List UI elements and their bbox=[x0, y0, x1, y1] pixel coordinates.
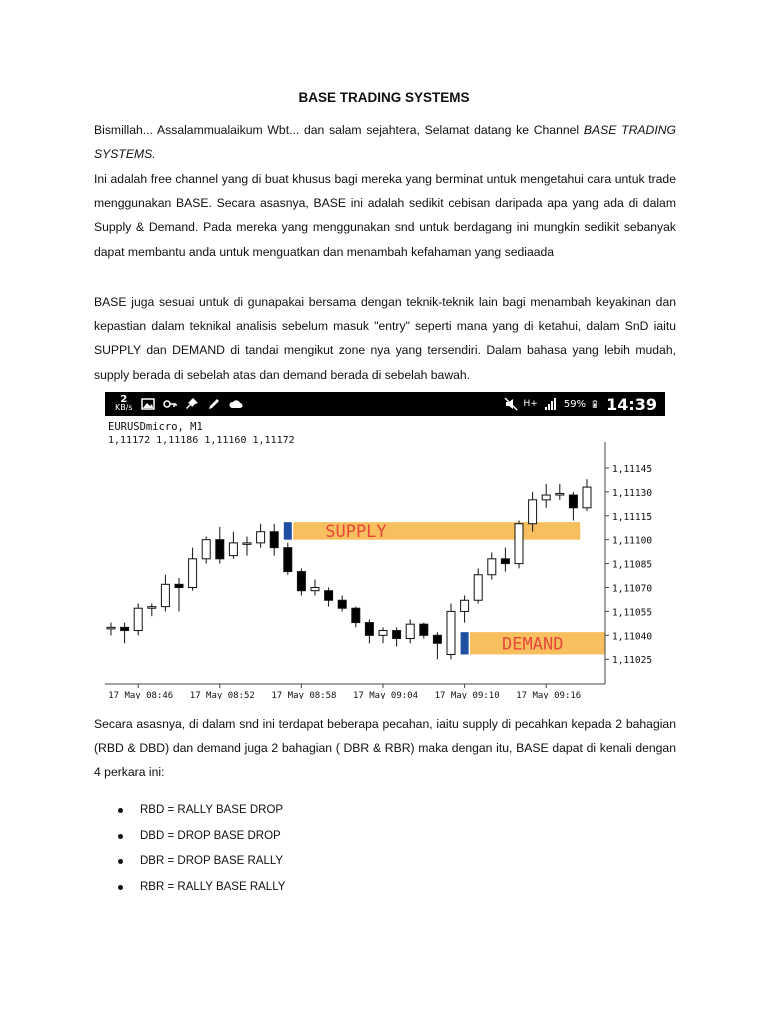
zone-base-candle bbox=[284, 522, 292, 540]
bullet-dot bbox=[118, 808, 123, 813]
candle bbox=[406, 619, 414, 643]
candle bbox=[501, 548, 509, 572]
candle bbox=[515, 521, 523, 569]
candle bbox=[243, 536, 251, 555]
y-tick-label: 1,11055 bbox=[612, 607, 653, 619]
candle bbox=[338, 595, 346, 611]
list-item-text: RBD = RALLY BASE DROP bbox=[140, 804, 284, 816]
candle-body-bull bbox=[379, 631, 387, 636]
candle bbox=[556, 484, 564, 500]
candle-body-bull bbox=[488, 559, 496, 575]
base-types-list bbox=[94, 798, 594, 900]
candle bbox=[134, 603, 142, 635]
pencil-icon bbox=[207, 397, 221, 411]
network-speed-value: 2 bbox=[120, 394, 128, 405]
candle bbox=[148, 603, 156, 616]
candle-body-bull bbox=[311, 588, 319, 591]
candle bbox=[365, 619, 373, 643]
candle bbox=[542, 484, 550, 508]
y-tick-label: 1,11115 bbox=[612, 511, 653, 523]
paragraph-greeting bbox=[94, 118, 676, 166]
pin-icon bbox=[185, 397, 199, 411]
candle bbox=[229, 532, 237, 559]
candle-body-bear bbox=[501, 559, 509, 564]
candle bbox=[216, 527, 224, 564]
candle bbox=[583, 479, 591, 511]
candle-body-bull bbox=[202, 540, 210, 559]
candle bbox=[474, 568, 482, 603]
zone-label-supply: SUPPLY bbox=[325, 521, 387, 542]
candle bbox=[379, 627, 387, 643]
list-item-text: DBD = DROP BASE DROP bbox=[140, 829, 281, 842]
candle-body-bull bbox=[474, 575, 482, 601]
candle-body-bull bbox=[134, 608, 142, 630]
candle bbox=[569, 492, 577, 521]
candle-body-bull bbox=[447, 611, 455, 654]
paragraph-base-usage: BASE juga sesuai untuk di gunapakai bersama dengan teknik-teknik lain bagi menambah keyakinan dan kepastian dalam teknikal analisis sebelum masuk "entry" seperti mana yang di ketahui, dalam SnD iaitu SUPPLY dan DEMAND di tandai mengikut zone nya yang tersendiri. Dalam bahasa yang lebih mudah, supply berada di sebelah atas dan demand berada di sebelah bawah. bbox=[94, 295, 676, 382]
x-tick-label: 17 May 09:10 bbox=[434, 691, 500, 699]
chart-screenshot bbox=[105, 392, 665, 699]
candle-body-bull bbox=[529, 500, 537, 524]
candle bbox=[121, 623, 129, 644]
candle-body-bull bbox=[406, 624, 414, 638]
candle bbox=[161, 575, 169, 612]
candle bbox=[325, 588, 333, 607]
y-tick-label: 1,11025 bbox=[612, 655, 653, 667]
battery-percent: 59% bbox=[563, 398, 587, 410]
bullet-dot bbox=[118, 885, 123, 890]
candle bbox=[447, 603, 455, 659]
candlestick-chart bbox=[105, 416, 665, 699]
candle-body-bull bbox=[556, 493, 564, 495]
x-tick-label: 17 May 08:52 bbox=[189, 691, 255, 699]
candle bbox=[352, 607, 360, 628]
candle bbox=[461, 595, 469, 622]
candle bbox=[393, 627, 401, 646]
candle-body-bull bbox=[515, 524, 523, 564]
zone-label-demand: DEMAND bbox=[502, 634, 564, 655]
candle bbox=[175, 578, 183, 611]
chart-symbol: EURUSDmicro, M1 bbox=[108, 421, 203, 433]
candle-body-bear bbox=[284, 548, 292, 572]
list-item-text: DBR = DROP BASE RALLY bbox=[140, 855, 284, 867]
candle-body-bear bbox=[325, 591, 333, 601]
list-item bbox=[94, 849, 594, 875]
network-type: H+ bbox=[523, 399, 538, 409]
candle-body-bull bbox=[229, 543, 237, 556]
x-tick-label: 17 May 08:58 bbox=[271, 691, 337, 699]
y-tick-label: 1,11130 bbox=[612, 487, 653, 499]
candle bbox=[189, 548, 197, 591]
candle-body-bull bbox=[461, 600, 469, 611]
zone-base-candle bbox=[461, 632, 469, 654]
candle-body-bear bbox=[175, 584, 183, 587]
y-tick-label: 1,11040 bbox=[612, 631, 653, 643]
candle-body-bull bbox=[542, 495, 550, 500]
candle bbox=[257, 524, 265, 548]
key-icon bbox=[163, 397, 177, 411]
candle bbox=[420, 623, 428, 639]
cloud-icon bbox=[229, 397, 243, 411]
candle-body-bull bbox=[243, 543, 251, 545]
network-speed bbox=[115, 396, 133, 412]
candle-body-bull bbox=[257, 532, 265, 543]
y-tick-label: 1,11100 bbox=[612, 535, 653, 547]
candle-body-bull bbox=[107, 627, 115, 629]
x-tick-label: 17 May 08:46 bbox=[108, 691, 174, 699]
picture-icon bbox=[141, 397, 155, 411]
paragraph-snd-types: Secara asasnya, di dalam snd ini terdapat beberapa pecahan, iaitu supply di pecahkan kepada 2 bahagian (RBD & DBD) dan demand juga 2 bahagian ( DBR & RBR) maka dengan itu, BASE dapat di kenali dengan 4 perkara ini: bbox=[94, 717, 676, 780]
y-tick-label: 1,11145 bbox=[612, 463, 653, 475]
candle-body-bear bbox=[338, 600, 346, 608]
candle bbox=[488, 552, 496, 579]
y-tick-label: 1,11070 bbox=[612, 583, 653, 595]
list-item bbox=[94, 824, 594, 850]
candle-body-bear bbox=[420, 624, 428, 635]
candle-body-bull bbox=[148, 607, 156, 609]
candle bbox=[270, 524, 278, 556]
x-tick-label: 17 May 09:16 bbox=[516, 691, 582, 699]
signal-icon bbox=[544, 397, 558, 411]
greeting-text: Bismillah... Assalammualaikum Wbt... dan salam sejahtera, Selamat datang ke Channel bbox=[94, 123, 584, 137]
candle-body-bear bbox=[433, 635, 441, 643]
chart-ohlc: 1,11172 1,11186 1,11160 1,11172 bbox=[108, 435, 295, 446]
paragraph-intro: Ini adalah free channel yang di buat khusus bagi mereka yang berminat untuk mengetahui cara untuk trade menggunakan BASE. Secara asasnya, BASE ini adalah sedikit cebisan daripada apa yang ada di dalam Supply & Demand. Pada mereka yang menggunakan snd untuk berdagang ini mungkin sedikit sebanyak dapat membantu anda untuk menguatkan dan menambah kefahaman yang sediaada bbox=[94, 172, 676, 259]
candle-body-bull bbox=[189, 559, 197, 588]
phone-status-bar bbox=[105, 392, 665, 416]
list-item bbox=[94, 875, 594, 901]
candle-body-bear bbox=[216, 540, 224, 559]
candle bbox=[107, 623, 115, 636]
candle bbox=[433, 632, 441, 659]
bullet-dot bbox=[118, 859, 123, 864]
candle-body-bear bbox=[393, 631, 401, 639]
candle-body-bear bbox=[270, 532, 278, 548]
mute-icon bbox=[504, 397, 518, 411]
candle-body-bear bbox=[365, 623, 373, 636]
clock: 14:39 bbox=[606, 394, 657, 414]
network-speed-unit: KB/s bbox=[115, 403, 133, 412]
candle-body-bear bbox=[121, 627, 129, 630]
bullet-dot bbox=[118, 834, 123, 839]
candle-body-bull bbox=[583, 487, 591, 508]
y-tick-label: 1,11085 bbox=[612, 559, 653, 571]
list-item bbox=[94, 798, 594, 824]
candle-body-bull bbox=[161, 584, 169, 606]
channel-name: BASE TRADING SYSTEMS. bbox=[94, 123, 677, 162]
candle bbox=[284, 543, 292, 575]
x-tick-label: 17 May 09:04 bbox=[353, 691, 419, 699]
list-item-text: RBR = RALLY BASE RALLY bbox=[140, 880, 286, 893]
candle-body-bear bbox=[352, 608, 360, 622]
candle bbox=[297, 568, 305, 595]
candle-body-bear bbox=[569, 495, 577, 508]
candle bbox=[202, 536, 210, 563]
candle bbox=[311, 580, 319, 596]
document-title: BASE TRADING SYSTEMS bbox=[298, 90, 470, 105]
battery-icon bbox=[592, 397, 600, 411]
candle-body-bear bbox=[297, 572, 305, 591]
